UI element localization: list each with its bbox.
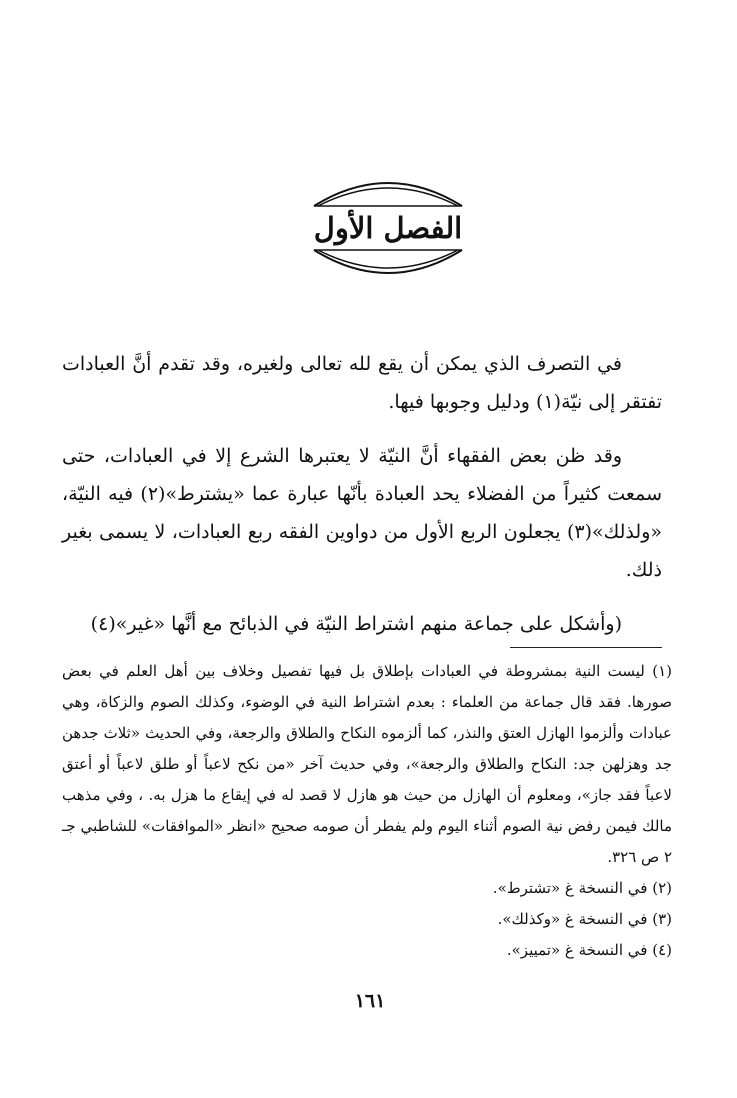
footnote: (٢) في النسخة غ «تشترط». — [492, 879, 672, 897]
footnote: (٤) في النسخة غ «تمييز». — [506, 941, 672, 959]
footnotes — [62, 656, 672, 966]
footnote-divider — [510, 647, 662, 648]
footnote: (٣) في النسخة غ «وكذلك». — [497, 910, 672, 928]
chapter-heading-frame — [308, 170, 468, 300]
paragraph: في التصرف الذي يمكن أن يقع لله تعالى ولغيره، وقد تقدم أنَّ العبادات تفتقر إلى نيّة(١) ودليل وجوبها فيها. — [62, 353, 662, 413]
paragraph: (وأشكل على جماعة منهم اشتراط النيّة في الذبائح مع أنَّها «غير»(٤) — [90, 613, 622, 635]
footnote: (١) ليست النية بمشروطة في العبادات بإطلاق بل فيها تفصيل وخلاف بين أهل العلم في بعض صورها. فقد قال جماعة من العلماء : بعدم اشتراط النية في الوضوء، وكذلك الصوم والزكاة، وهي عبادات وألزموا الهازل العتق والنذر، كما ألزموه النكاح والطلاق والرجعة، وفي الحديث «ثلاث جدهن جد وهزلهن جد: النكاح والطلاق والرجعة»، وفي حديث آخر «من نكح لاعباً أو طلق لاعباً أو أعتق لاعباً فقد جاز»، ومعلوم أن الهازل من حيث هو هازل لا قصد له في إيقاع ما هزل به. ، وفي مذهب مالك فيمن رفض نية الصوم أثناء اليوم ولم يفطر أن صومه صحيح «انظر «الموافقات» للشاطبي جـ ٢ ص ٣٢٦. — [62, 662, 672, 866]
chapter-title: الفصل الأول — [313, 211, 463, 245]
paragraph: وقد ظن بعض الفقهاء أنَّ النيّة لا يعتبرها الشرع إلا في العبادات، حتى سمعت كثيراً من الفضلاء يحد العبادة بأنّها عبارة عما «يشترط»(٢) فيه النيّة، «ولذلك»(٣) يجعلون الربع الأول من دواوين الفقه ربع العبادات، لا يسمى بغير ذلك. — [62, 445, 662, 581]
page-number: ١٦١ — [354, 990, 386, 1012]
main-text — [62, 345, 662, 659]
